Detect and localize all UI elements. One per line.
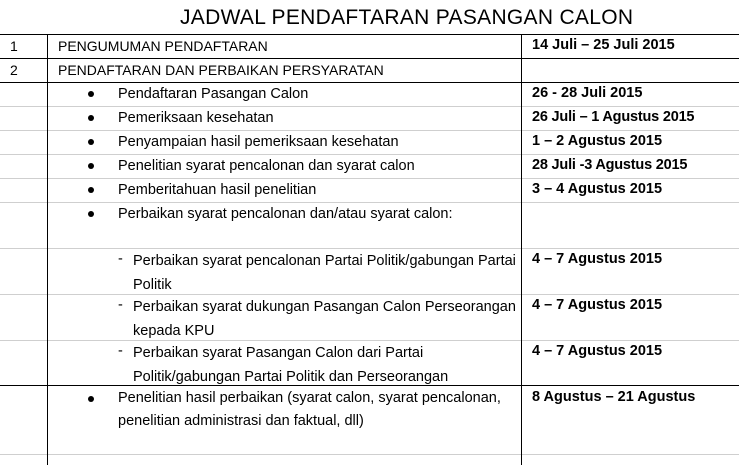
list-item-date: 26 - 28 Juli 2015 [532, 85, 643, 101]
list-item-text: Pendaftaran Pasangan Calon [118, 86, 309, 102]
dash-marker: - [118, 343, 123, 359]
dash-marker: - [118, 251, 123, 267]
section-heading: PENDAFTARAN DAN PERBAIKAN PERSYARATAN [58, 62, 384, 78]
sub-item-text: Perbaikan syarat pencalonan Partai Politik/gabungan Partai Politik [133, 253, 516, 293]
bullet-icon [88, 91, 94, 97]
list-item-date: 3 – 4 Agustus 2015 [532, 181, 663, 197]
sub-item-date: 4 – 7 Agustus 2015 [532, 251, 663, 267]
column-divider [47, 34, 48, 465]
bullet-icon [88, 396, 94, 402]
list-item-date: 26 Juli – 1 Agustus 2015 [532, 109, 695, 125]
bullet-icon [88, 139, 94, 145]
section-date: 14 Juli – 25 Juli 2015 [532, 37, 675, 53]
list-item-text: Pemberitahuan hasil penelitian [118, 182, 317, 198]
list-item-date: 8 Agustus – 21 Agustus [532, 389, 696, 405]
bullet-icon [88, 163, 94, 169]
sub-item-text: Perbaikan syarat dukungan Pasangan Calon Perseorangan kepada KPU [133, 299, 516, 339]
bullet-icon [88, 211, 94, 217]
section-number: 2 [10, 62, 18, 78]
sub-item-date: 4 – 7 Agustus 2015 [532, 297, 663, 313]
sub-item-text: Perbaikan syarat Pasangan Calon dari Partai Politik/gabungan Partai Politik dan Perseorangan [133, 345, 449, 385]
column-divider [521, 34, 522, 465]
dash-marker: - [118, 297, 123, 313]
document-title: JADWAL PENDAFTARAN PASANGAN CALON [180, 6, 634, 29]
row-divider [0, 454, 739, 455]
section-number: 1 [10, 38, 18, 54]
list-item-text: Perbaikan syarat pencalonan dan/atau syarat calon: [118, 206, 453, 222]
bullet-icon [88, 187, 94, 193]
list-item-date: 1 – 2 Agustus 2015 [532, 133, 663, 149]
bullet-icon [88, 115, 94, 121]
row-divider [0, 34, 739, 35]
list-item-text: Penelitian hasil perbaikan (syarat calon, syarat pencalonan, penelitian administrasi dan faktual, dll) [118, 390, 501, 429]
list-item-date: 28 Juli -3 Agustus 2015 [532, 157, 688, 173]
list-item-text: Pemeriksaan kesehatan [118, 110, 274, 126]
sub-item-date: 4 – 7 Agustus 2015 [532, 343, 663, 359]
list-item-text: Penelitian syarat pencalonan dan syarat calon [118, 158, 415, 174]
list-item-text: Penyampaian hasil pemeriksaan kesehatan [118, 134, 399, 150]
row-divider [0, 58, 739, 59]
section-heading: PENGUMUMAN PENDAFTARAN [58, 38, 268, 54]
